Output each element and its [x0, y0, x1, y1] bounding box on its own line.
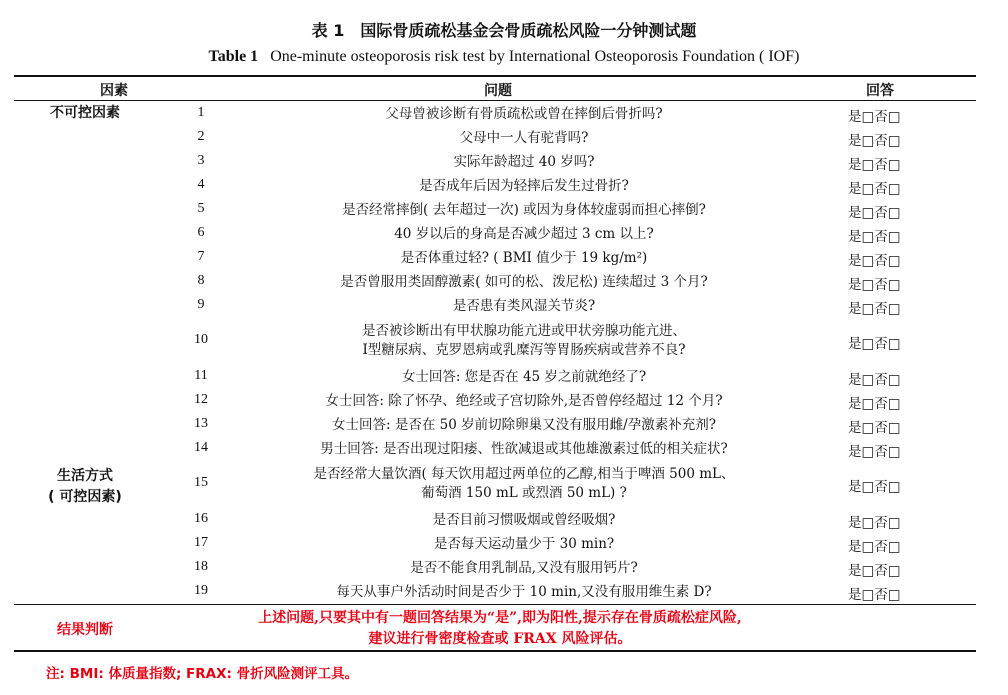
- question-text-line1: 是否被诊断出有甲状腺功能亢进或甲状旁腺功能亢进、: [362, 323, 686, 339]
- judgment-text-line2: 建议进行骨密度检查或 FRAX 风险评估。: [368, 631, 632, 647]
- question-number: 12: [194, 392, 208, 407]
- question-text-line2: Ⅰ型糖尿病、克罗恩病或乳糜泻等胃肠疾病或营养不良?: [362, 342, 686, 358]
- question-number: 11: [194, 368, 208, 383]
- question-text: 女士回答: 您是否在 45 岁之前就绝经了?: [401, 369, 647, 385]
- table-title-en-text: One-minute osteoporosis risk test by International Osteoporosis Foundation ( IOF): [270, 48, 800, 65]
- question-number: 8: [197, 273, 205, 288]
- question-text: 父母中一人有驼背吗?: [459, 130, 589, 146]
- header-question: 问题: [484, 83, 512, 99]
- question-number: 16: [194, 511, 208, 526]
- table-title-en: [0, 48, 1008, 66]
- question-text-line1: 是否经常大量饮酒( 每天饮用超过两单位的乙醇,相当于啤酒 500 mL、: [313, 466, 735, 482]
- question-number: 14: [194, 440, 208, 455]
- question-text: 是否每天运动量少于 30 min?: [433, 536, 615, 552]
- question-text: 男士回答: 是否出现过阳痿、性欲减退或其他雄激素过低的相关症状?: [320, 441, 728, 457]
- question-text: 实际年龄超过 40 岁吗?: [453, 154, 595, 170]
- question-number: 10: [194, 332, 208, 347]
- judgment-text: [200, 608, 800, 650]
- answer-choice[interactable]: 是□否□: [848, 444, 901, 460]
- question-text: [264, 465, 784, 503]
- question-number: 18: [194, 559, 208, 574]
- answer-choice[interactable]: 是□否□: [848, 587, 901, 603]
- answer-choice[interactable]: 是□否□: [848, 133, 901, 149]
- question-text: [264, 322, 784, 360]
- answer-choice[interactable]: 是□否□: [848, 109, 901, 125]
- question-number: 1: [197, 105, 205, 120]
- header-factor: 因素: [100, 83, 128, 99]
- factor-lifestyle: [30, 466, 140, 508]
- answer-choice[interactable]: 是□否□: [848, 277, 901, 293]
- question-number: 4: [197, 177, 205, 192]
- question-text: 是否成年后因为轻摔后发生过骨折?: [419, 178, 629, 194]
- answer-choice[interactable]: 是□否□: [848, 372, 901, 388]
- header-answer: 回答: [866, 83, 894, 99]
- question-number: 7: [197, 249, 205, 264]
- question-text-line2: 葡萄酒 150 mL 或烈酒 50 mL) ?: [421, 485, 627, 501]
- question-text: 女士回答: 是否在 50 岁前切除卵巢又没有服用雌/孕激素补充剂?: [332, 417, 716, 433]
- question-number: 6: [197, 225, 205, 240]
- answer-choice[interactable]: 是□否□: [848, 229, 901, 245]
- question-text: 女士回答: 除了怀孕、绝经或子宫切除外,是否曾停经超过 12 个月?: [325, 393, 723, 409]
- answer-choice[interactable]: 是□否□: [848, 181, 901, 197]
- question-text: 是否曾服用类固醇激素( 如可的松、泼尼松) 连续超过 3 个月?: [340, 274, 708, 290]
- factor-lifestyle-line1: 生活方式: [57, 468, 113, 484]
- factor-lifestyle-line2: ( 可控因素): [48, 489, 122, 505]
- answer-choice[interactable]: 是□否□: [848, 396, 901, 412]
- question-text: 是否不能食用乳制品,又没有服用钙片?: [410, 560, 638, 576]
- table-footnote: 注: BMI: 体质量指数; FRAX: 骨折风险测评工具。: [46, 666, 359, 682]
- header-rule: [14, 100, 976, 101]
- question-number: 5: [197, 201, 205, 216]
- answer-choice[interactable]: 是□否□: [848, 479, 901, 495]
- table-label-en: Table 1: [208, 48, 259, 65]
- question-text: 是否经常摔倒( 去年超过一次) 或因为身体较虚弱而担心摔倒?: [342, 202, 706, 218]
- question-text: 40 岁以后的身高是否减少超过 3 cm 以上?: [394, 226, 654, 242]
- answer-choice[interactable]: 是□否□: [848, 539, 901, 555]
- answer-choice[interactable]: 是□否□: [848, 205, 901, 221]
- answer-choice[interactable]: 是□否□: [848, 420, 901, 436]
- question-number: 9: [197, 297, 205, 312]
- judgment-rule: [14, 604, 976, 605]
- table-title-cn: 表 1 国际骨质疏松基金会骨质疏松风险一分钟测试题: [311, 21, 697, 40]
- answer-choice[interactable]: 是□否□: [848, 563, 901, 579]
- answer-choice[interactable]: 是□否□: [848, 253, 901, 269]
- question-number: 2: [197, 129, 205, 144]
- question-number: 13: [194, 416, 208, 431]
- answer-choice[interactable]: 是□否□: [848, 301, 901, 317]
- answer-choice[interactable]: 是□否□: [848, 157, 901, 173]
- answer-choice[interactable]: 是□否□: [848, 336, 901, 352]
- question-number: 15: [194, 475, 208, 490]
- question-number: 17: [194, 535, 208, 550]
- factor-uncontrollable: 不可控因素: [50, 105, 120, 121]
- top-rule: [14, 75, 976, 77]
- bottom-rule: [14, 650, 976, 652]
- question-number: 19: [194, 583, 208, 598]
- judgment-label: 结果判断: [57, 622, 113, 638]
- question-text: 是否目前习惯吸烟或曾经吸烟?: [432, 512, 616, 528]
- answer-choice[interactable]: 是□否□: [848, 515, 901, 531]
- question-text: 是否患有类风湿关节炎?: [452, 298, 596, 314]
- question-text: 每天从事户外活动时间是否少于 10 min,又没有服用维生素 D?: [336, 584, 712, 600]
- judgment-text-line1: 上述问题,只要其中有一题回答结果为“是”,即为阳性,提示存在骨质疏松症风险,: [258, 610, 742, 626]
- question-text: 是否体重过轻? ( BMI 值少于 19 kg/m²): [400, 250, 648, 266]
- question-number: 3: [197, 153, 205, 168]
- question-text: 父母曾被诊断有骨质疏松或曾在摔倒后骨折吗?: [385, 106, 663, 122]
